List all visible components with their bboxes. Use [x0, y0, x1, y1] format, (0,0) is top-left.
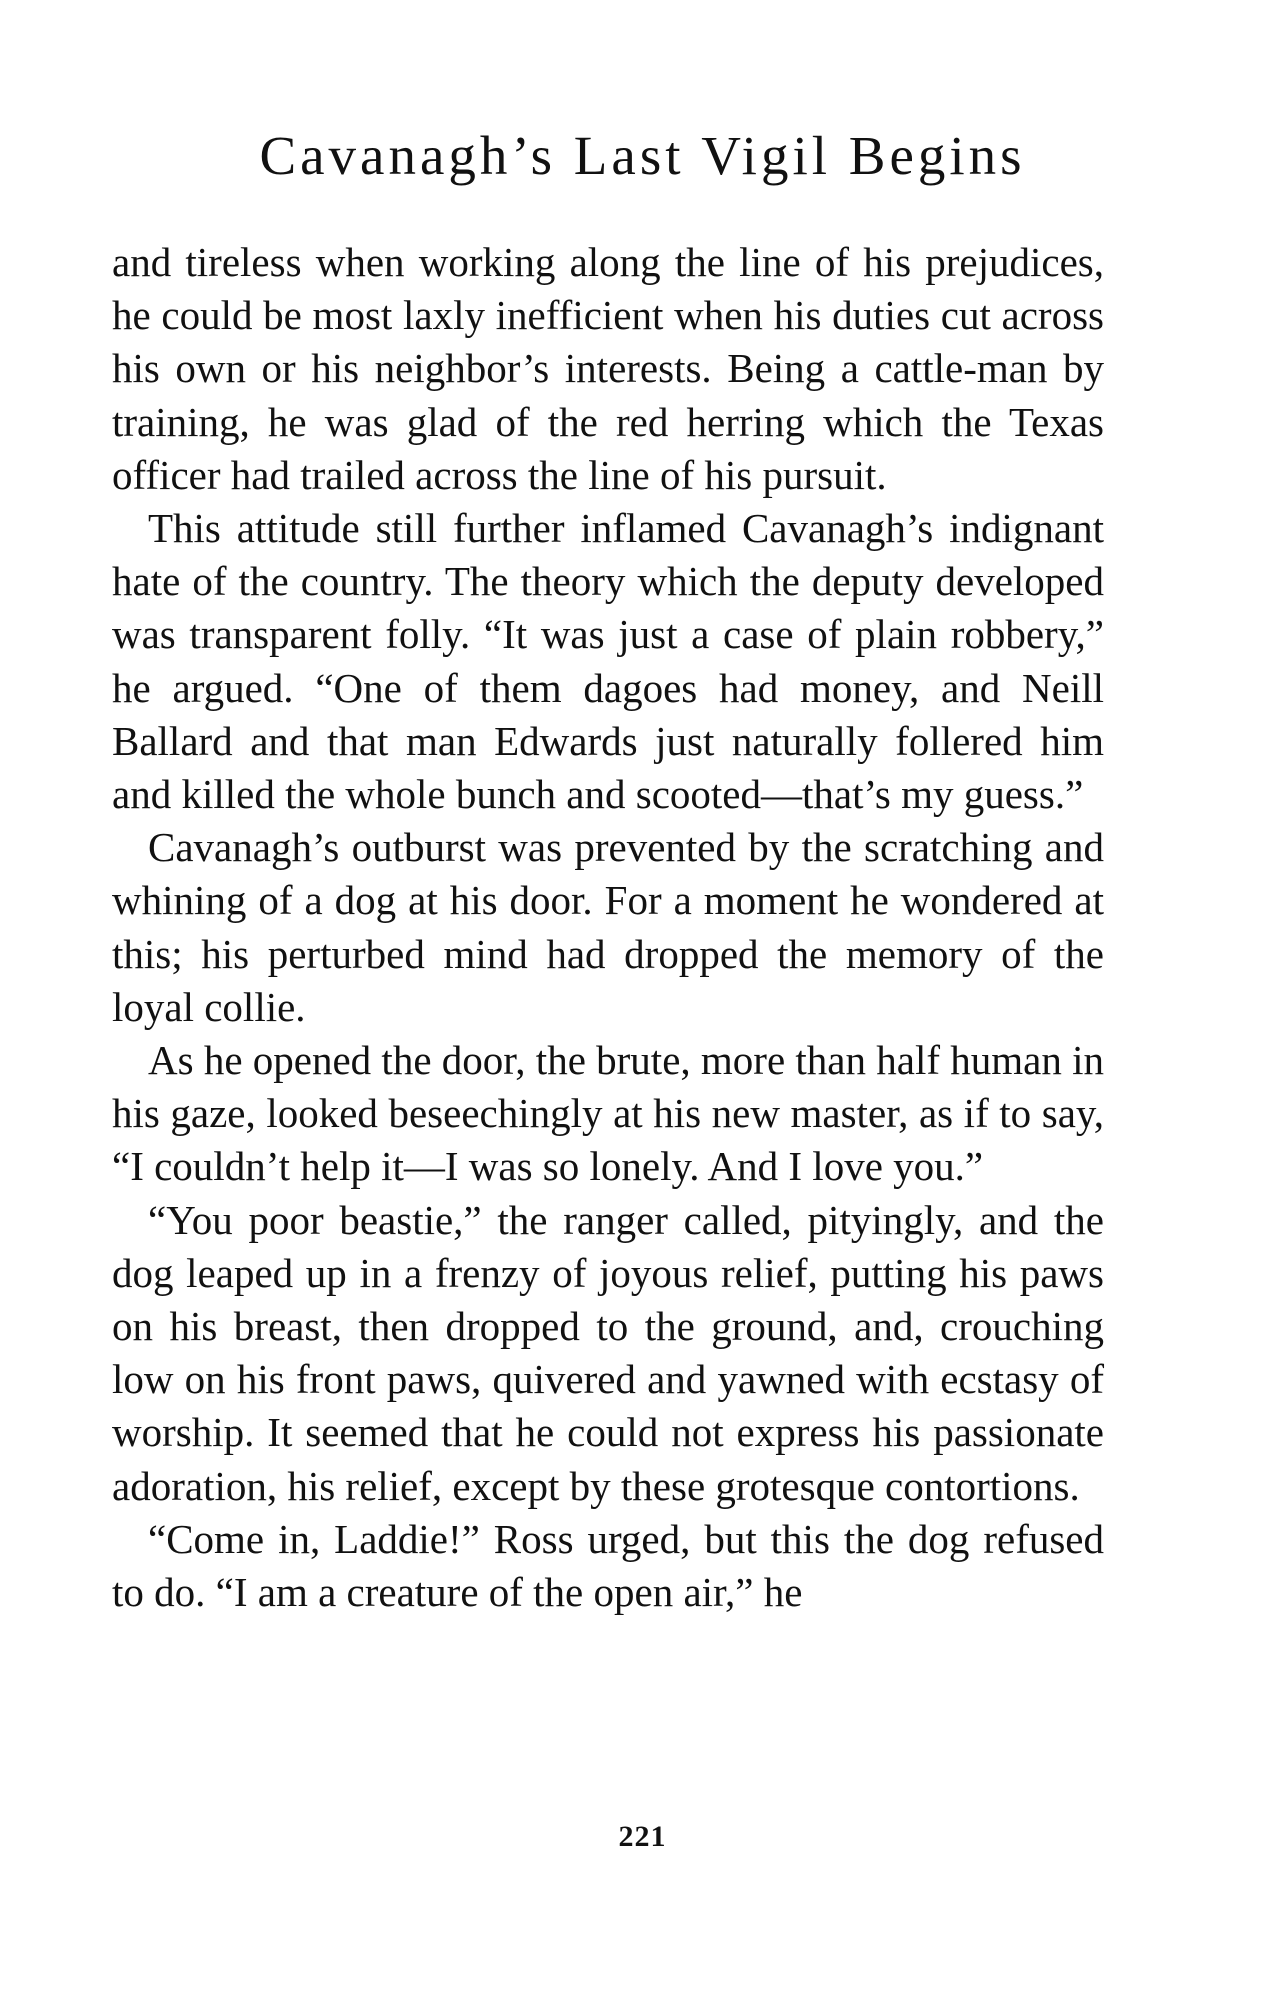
paragraph: This attitude still further inflamed Cavanagh’s indignant hate of the country. The theory which the deputy developed was transparent folly. “It was just a case of plain robbery,” he argued. “One of them dagoes had money, and Neill Ballard and that man Edwards just naturally follered him and killed the whole bunch and scooted—that’s my guess.”: [112, 505, 1104, 818]
page-number: 221: [618, 1820, 667, 1853]
paragraph-continued: and tireless when working along the line of his prejudices, he could be most laxly inefficient when his duties cut across his own or his neighbor’s interests. Being a cattle-man by training, he was glad of the red herring which the Texas officer had trailed across the line of his pursuit.: [112, 239, 1104, 498]
running-head: Cavanagh’s Last Vigil Begins: [259, 125, 1026, 186]
paragraph: Cavanagh’s outburst was prevented by the scratching and whining of a dog at his door. For a moment he wondered at this; his perturbed mind had dropped the memory of the loyal collie.: [112, 824, 1104, 1030]
paragraph: “Come in, Laddie!” Ross urged, but this the dog refused to do. “I am a creature of the open air,” he: [112, 1515, 1104, 1616]
paragraph: “You poor beastie,” the ranger called, pityingly, and the dog leaped up in a frenzy of joyous relief, putting his paws on his breast, then dropped to the ground, and, crouching low on his front paws, quivered and yawned with ecstasy of worship. It seemed that he could not express his passionate adoration, his relief, except by these grotesque contortions.: [112, 1196, 1104, 1509]
paragraph: As he opened the door, the brute, more than half human in his gaze, looked beseechingly at his new master, as if to say, “I couldn’t help it—I was so lonely. And I love you.”: [112, 1037, 1104, 1190]
body-text: [112, 236, 1104, 1619]
